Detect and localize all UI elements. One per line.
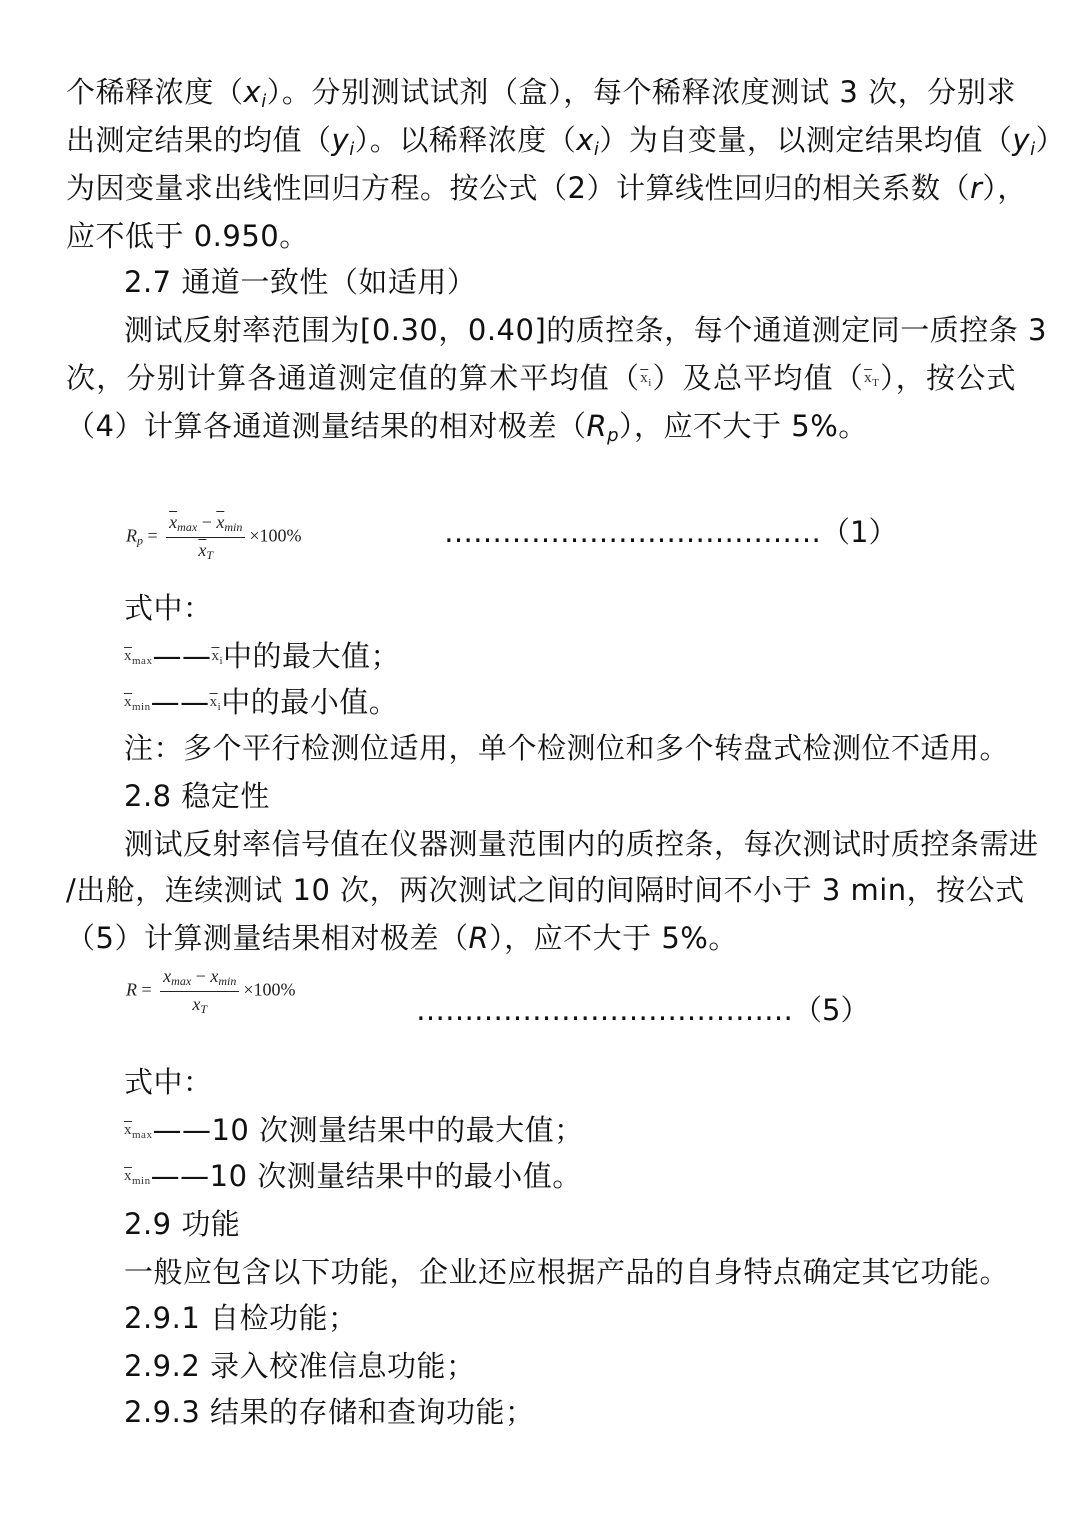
x-max-symbol: xmax — [124, 648, 153, 667]
paragraph-line: 应不低于 0.950。 — [66, 219, 309, 253]
where-label: 式中： — [124, 591, 213, 625]
x-max-symbol: xmax — [124, 1122, 153, 1141]
text-run: 出测定结果的均值（ — [66, 123, 332, 157]
section-heading-2-7: 2.7 通道一致性（如适用） — [124, 265, 477, 299]
text-run: ），应不大于 5%。 — [619, 409, 868, 443]
text-run: ） — [1035, 123, 1066, 157]
list-item: 2.9.2 录入校准信息功能； — [124, 1349, 476, 1383]
paragraph-line: 一般应包含以下功能，企业还应根据产品的自身特点确定其它功能。 — [124, 1255, 1010, 1289]
x-min-symbol: xmin — [124, 1168, 151, 1187]
definition-line: $^{\overline{x}_{min}}$——$^{\overline{x}_i}$中的最小值。 — [124, 685, 399, 719]
var-R: R — [468, 921, 490, 955]
paragraph-line — [66, 402, 868, 460]
text-run: 为因变量求出线性回归方程。按公式（2）计算线性回归的相关系数（ — [66, 171, 970, 205]
paragraph-line: /出舱，连续测试 10 次，两次测试之间的间隔时间不小于 3 min，按公式 — [66, 873, 1025, 907]
list-item: 2.9.1 自检功能； — [124, 1301, 358, 1335]
section-heading-2-8: 2.8 稳定性 — [124, 779, 270, 813]
list-item: 2.9.3 结果的存储和查询功能； — [124, 1395, 535, 1429]
definition-line: $^{\overline{x}_{max}}$——$^{\overline{x}_i}$中的最大值； — [124, 639, 401, 673]
var-R: R — [586, 409, 608, 443]
formula-1: $R_p$ = $\frac{\overline{x}\max - \overline{x}\min}{\overline{x}T}$ ×100% — [126, 512, 302, 562]
text-run: ）及总平均值（ — [651, 361, 865, 395]
paragraph-line: 测试反射率范围为[0.30，0.40]的质控条，每个通道测定同一质控条 3 — [124, 313, 1047, 347]
var-x: x — [243, 75, 262, 109]
text-run: 个稀释浓度（ — [66, 75, 244, 109]
sub-i: i — [1030, 139, 1036, 160]
x-min-symbol: xmin — [124, 694, 151, 713]
text-run: ）， — [982, 171, 1027, 205]
formula-1-fraction: $\frac{\overline{x}\max - \overline{x}\min}{\overline{x}T}$ — [166, 512, 245, 563]
mean-xi-symbol: xi — [640, 370, 652, 389]
var-y: y — [1012, 123, 1031, 157]
where-label: 式中： — [124, 1065, 213, 1099]
sub-i: i — [349, 139, 355, 160]
formula-5: R = $\frac{xmax - xmin}{xT}$ ×100% — [126, 966, 296, 1016]
sub-p: p — [607, 425, 620, 446]
text-run: 次，分别计算各通道测定值的算术平均值（ — [66, 361, 641, 395]
text-run: ），按公式 — [879, 361, 1016, 395]
mean-xi-symbol: xi — [209, 694, 222, 713]
text-run: （4）计算各通道测量结果的相对极差（ — [66, 409, 587, 443]
paragraph-line: 测试反射率信号值在仪器测量范围内的质控条，每次测试时质控条需进 — [124, 827, 1039, 861]
text-run: ）。以稀释浓度（ — [354, 123, 577, 157]
paragraph-line: （5）计算测量结果相对极差（R），应不大于 5%。 — [66, 921, 738, 955]
section-heading-2-9: 2.9 功能 — [124, 1207, 241, 1241]
var-r: r — [969, 171, 983, 205]
text-run: ）。分别测试试剂（盒），每个稀释浓度测试 3 次，分别求 — [266, 75, 1016, 109]
formula-5-fraction: $\frac{xmax - xmin}{xT}$ — [160, 966, 239, 1017]
mean-xt-symbol: xT — [864, 370, 880, 389]
definition-line: $^{\overline{x}_{min}}$——10 次测量结果中的最小值。 — [124, 1159, 582, 1193]
note-line: 注：多个平行检测位适用，单个检测位和多个转盘式检测位不适用。 — [124, 731, 1010, 765]
definition-line: $^{\overline{x}_{max}}$——10 次测量结果中的最大值； — [124, 1113, 584, 1147]
mean-xi-symbol: xi — [211, 648, 224, 667]
text-run: ）为自变量，以测定结果均值（ — [599, 123, 1013, 157]
equation-number-5: …………………………………（5） — [416, 993, 870, 1027]
var-y: y — [331, 123, 350, 157]
paragraph-line — [66, 164, 1027, 212]
var-x: x — [576, 123, 594, 157]
equation-number-1: …………………………………（1） — [444, 515, 898, 549]
sub-i: i — [261, 91, 267, 112]
paragraph-line — [66, 354, 1016, 407]
sub-i: i — [593, 139, 600, 160]
